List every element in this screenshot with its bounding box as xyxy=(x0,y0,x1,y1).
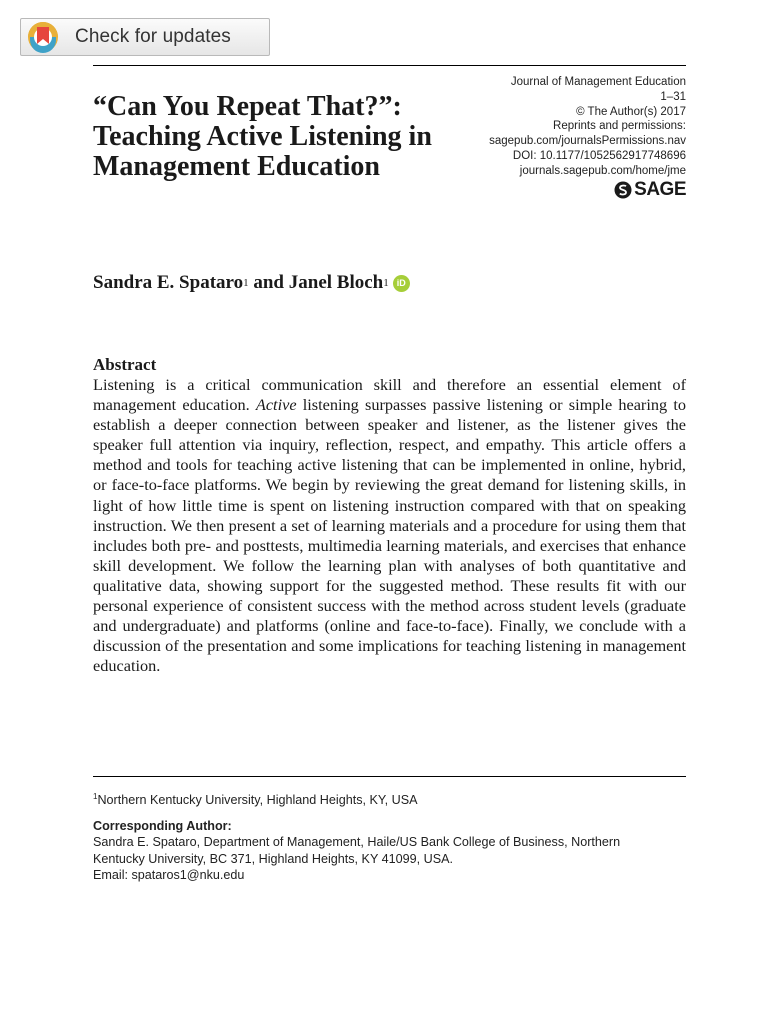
abstract-text xyxy=(93,375,686,676)
crossmark-icon xyxy=(25,19,61,55)
abstract-text-part-2: listening surpasses passive listening or simple hearing to establish a deeper connection between speaker and listener, as the listener gives the speaker full attention via inquiry, reflection, respect, and empathy. This article offers a method and tools for teaching active listening that can be implemented in online, hybrid, or face-to-face platforms. We begin by reviewing the great demand for listening skills, in light of how little time is spent on listening instruction compared with that on speaking instruction. We then present a set of learning materials and a procedure for using them that includes both pre- and posttests, multimedia learning materials, and exercises that enhance skill development. We follow the learning plan with analyses of both quantitative and qualitative data, showing support for the suggested method. These results fit with our personal experience of consistent success with the method across student levels (graduate and undergraduate) and platforms (online and face-to-face). Finally, we conclude with a discussion of the presentation and some implications for teaching listening in management education. xyxy=(93,395,686,676)
author-2: Janel Bloch xyxy=(288,272,384,293)
article-title: “Can You Repeat That?”: Teaching Active Listening in Management Education xyxy=(93,91,432,182)
journal-home-link[interactable]: journals.sagepub.com/home/jme xyxy=(519,164,686,177)
affiliation-note xyxy=(93,789,693,809)
copyright: © The Author(s) 2017 xyxy=(576,105,686,118)
footnote-rule xyxy=(93,776,686,777)
author-2-affil-mark: 1 xyxy=(383,277,389,289)
author-conjunction: and xyxy=(248,272,289,293)
doi[interactable]: DOI: 10.1177/1052562917748696 xyxy=(512,149,686,162)
reprints-label: Reprints and permissions: xyxy=(553,120,686,133)
affiliation-text: Northern Kentucky University, Highland Heights, KY, USA xyxy=(97,793,418,807)
abstract-heading: Abstract xyxy=(93,355,157,374)
journal-info xyxy=(426,75,686,179)
sage-s-icon xyxy=(614,181,632,199)
author-1: Sandra E. Spataro xyxy=(93,272,244,293)
permissions-link[interactable]: sagepub.com/journalsPermissions.nav xyxy=(489,135,686,148)
footnotes xyxy=(93,789,693,884)
affiliation-mark: 1 xyxy=(93,792,98,801)
author-line xyxy=(93,272,410,294)
check-for-updates-label: Check for updates xyxy=(75,26,231,47)
corresponding-author-email[interactable]: Email: spataros1@nku.edu xyxy=(93,868,245,883)
journal-name: Journal of Management Education xyxy=(510,76,686,88)
corresponding-author-heading: Corresponding Author: xyxy=(93,818,232,833)
publisher-name: SAGE xyxy=(634,179,686,200)
sage-logo xyxy=(614,179,686,201)
page-range: 1–31 xyxy=(660,90,686,103)
check-for-updates-button[interactable] xyxy=(20,18,270,56)
abstract-text-part-1: Listening is a critical communication skill and therefore an essential element of management education. xyxy=(93,375,686,415)
corresponding-author-line-1: Sandra E. Spataro, Department of Management, Haile/US Bank College of Business, Northern xyxy=(93,835,621,850)
corresponding-author-line-2: Kentucky University, BC 371, Highland Heights, KY 41099, USA. xyxy=(93,851,454,866)
author-1-affil-mark: 1 xyxy=(243,277,249,289)
orcid-icon[interactable]: iD xyxy=(393,275,410,292)
abstract-italic-word: Active xyxy=(255,395,297,415)
header-rule xyxy=(93,65,686,66)
